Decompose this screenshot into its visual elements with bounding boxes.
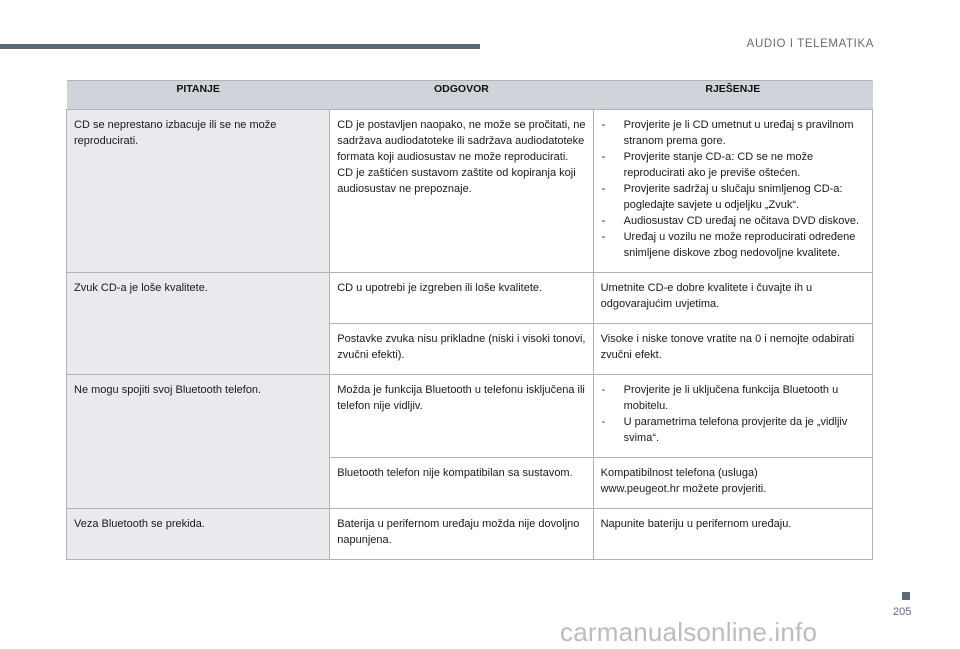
- watermark: carmanualsonline.info: [560, 617, 818, 647]
- solution-cell: Kompatibilnost telefona (usluga) www.peugeot.hr možete provjeriti.: [593, 458, 872, 509]
- column-header-solution: RJEŠENJE: [593, 81, 872, 110]
- page-marker: [902, 592, 910, 600]
- table-row: [67, 110, 873, 273]
- column-header-question: PITANJE: [67, 81, 330, 110]
- answer-cell: CD u upotrebi je izgreben ili loše kvalitete.: [330, 273, 593, 324]
- question-cell: CD se neprestano izbacuje ili se ne može reproducirati.: [67, 110, 330, 273]
- solution-cell: Umetnite CD-e dobre kvalitete i čuvajte ih u odgovarajućim uvjetima.: [593, 273, 872, 324]
- solution-cell: [593, 375, 872, 458]
- question-cell: Veza Bluetooth se prekida.: [67, 509, 330, 560]
- solution-cell: [593, 110, 872, 273]
- solution-list-item: - Provjerite sadržaj u slučaju snimljenog CD-a: pogledajte savjete u odjeljku „Zvuk“.: [601, 181, 865, 213]
- table-row: [67, 375, 873, 458]
- solution-list-item: - Provjerite je li CD umetnut u uređaj s pravilnom stranom prema gore.: [601, 117, 865, 149]
- table-body: [67, 110, 873, 560]
- question-cell: Zvuk CD-a je loše kvalitete.: [67, 273, 330, 375]
- solution-cell: Napunite bateriju u perifernom uređaju.: [593, 509, 872, 560]
- answer-cell: Postavke zvuka nisu prikladne (niski i visoki tonovi, zvučni efekti).: [330, 324, 593, 375]
- solution-cell: Visoke i niske tonove vratite na 0 i nemojte odabirati zvučni efekt.: [593, 324, 872, 375]
- answer-cell: Baterija u perifernom uređaju možda nije dovoljno napunjena.: [330, 509, 593, 560]
- header-accent-bar: [0, 44, 480, 49]
- answer-cell: Bluetooth telefon nije kompatibilan sa sustavom.: [330, 458, 593, 509]
- solution-list: [601, 117, 865, 261]
- table-row: [67, 273, 873, 324]
- section-title: AUDIO I TELEMATIKA: [746, 38, 874, 50]
- solution-list-item: - Provjerite je li uključena funkcija Bluetooth u mobitelu.: [601, 382, 865, 414]
- solution-list-item: - Provjerite stanje CD-a: CD se ne može reproducirati ako je previše oštećen.: [601, 149, 865, 181]
- table-row: [67, 509, 873, 560]
- answer-cell: CD je postavljen naopako, ne može se pročitati, ne sadržava audiodatoteke ili sadržava audiodatoteke formata koji audiosustav ne može reproducirati. CD je zaštićen sustavom zaštite od kopiranja koji audiosustav ne prepoznaje.: [330, 110, 593, 273]
- page-number: 205: [893, 606, 912, 618]
- solution-list: [601, 382, 865, 446]
- solution-list-item: - Audiosustav CD uređaj ne očitava DVD diskove.: [601, 213, 865, 229]
- solution-list-item: - Uređaj u vozilu ne može reproducirati određene snimljene diskove zbog nedovoljne kvalitete.: [601, 229, 865, 261]
- table-header-row: [67, 81, 873, 110]
- question-cell: Ne mogu spojiti svoj Bluetooth telefon.: [67, 375, 330, 509]
- column-header-answer: ODGOVOR: [330, 81, 593, 110]
- troubleshooting-table: [66, 80, 873, 560]
- answer-cell: Možda je funkcija Bluetooth u telefonu isključena ili telefon nije vidljiv.: [330, 375, 593, 458]
- solution-list-item: - U parametrima telefona provjerite da je „vidljiv svima“.: [601, 414, 865, 446]
